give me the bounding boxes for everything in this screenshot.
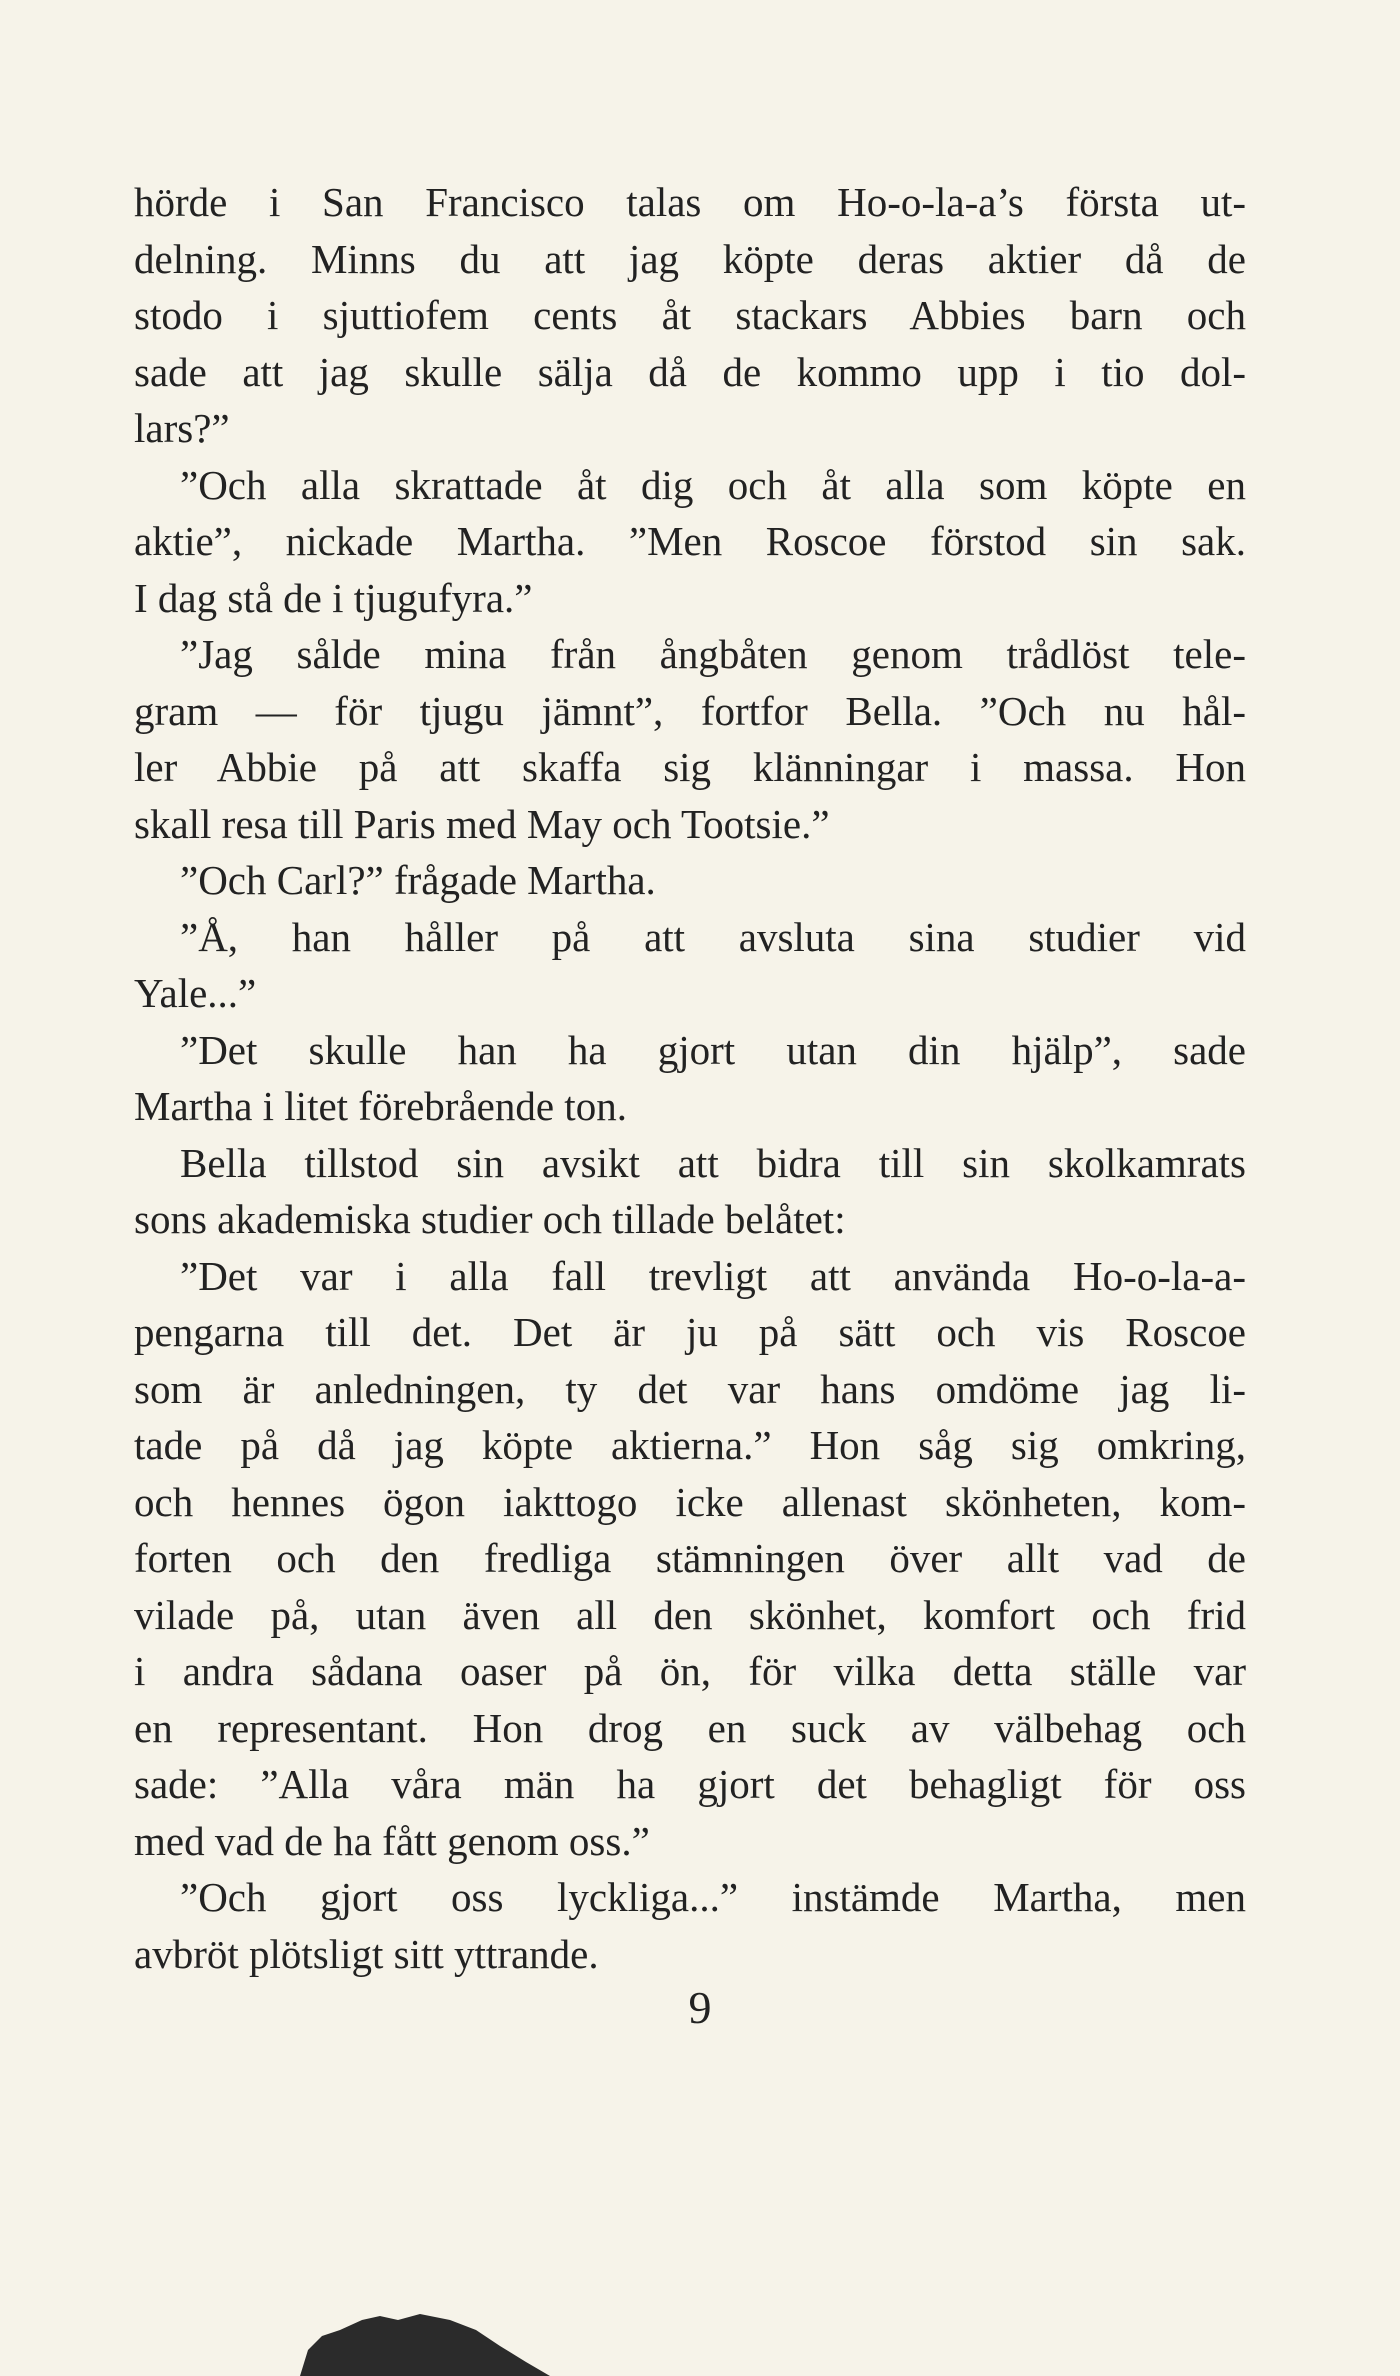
text-line: I dag stå de i tjugufyra.” — [134, 574, 533, 621]
text-line: pengarna till det. Det är ju på sätt och vis Roscoe — [134, 1309, 1246, 1355]
text-line: ler Abbie på att skaffa sig klänningar i massa. Hon — [134, 744, 1246, 790]
text-line: Bella tillstod sin avsikt att bidra till sin skolkamrats — [180, 1139, 1246, 1186]
text-line: gram — för tjugu jämnt”, fortfor Bella. ”Och nu hål- — [134, 687, 1246, 734]
text-line: ”Det var i alla fall trevligt att använda Ho-o-la-a- — [180, 1252, 1246, 1299]
text-line: sade att jag skulle sälja då de kommo upp i tio dol- — [134, 348, 1246, 395]
body-text — [134, 174, 1246, 1982]
text-line: som är anledningen, ty det var hans omdöme jag li- — [134, 1365, 1246, 1412]
text-line: tade på då jag köpte aktierna.” Hon såg sig omkring, — [134, 1422, 1246, 1468]
text-line: ”Och alla skrattade åt dig och åt alla som köpte en — [180, 461, 1246, 508]
scan-smudge — [300, 2290, 550, 2376]
text-line: Martha i litet förebrående ton. — [134, 1083, 627, 1129]
text-line: stodo i sjuttiofem cents åt stackars Abbies barn och — [134, 292, 1246, 338]
text-line: en representant. Hon drog en suck av välbehag och — [134, 1704, 1246, 1751]
text-line: forten och den fredliga stämningen över allt vad de — [134, 1535, 1246, 1581]
text-line: och hennes ögon iakttogo icke allenast skönheten, kom- — [134, 1478, 1246, 1525]
text-line: ”Det skulle han ha gjort utan din hjälp”, sade — [180, 1026, 1246, 1073]
text-line: vilade på, utan även all den skönhet, komfort och frid — [134, 1591, 1246, 1638]
text-line: ”Jag sålde mina från ångbåten genom trådlöst tele- — [180, 631, 1246, 677]
text-line: aktie”, nickade Martha. ”Men Roscoe förstod sin sak. — [134, 518, 1246, 564]
text-line: sade: ”Alla våra män ha gjort det behagligt för oss — [134, 1761, 1246, 1807]
text-line: lars?” — [134, 405, 230, 451]
text-line: ”Och gjort oss lyckliga...” instämde Martha, men — [180, 1874, 1246, 1920]
text-line: avbröt plötsligt sitt yttrande. — [134, 1930, 599, 1977]
text-line: sons akademiska studier och tillade belåtet: — [134, 1196, 846, 1242]
text-line: med vad de ha fått genom oss.” — [134, 1817, 650, 1864]
text-line: Yale...” — [134, 970, 257, 1016]
text-line: skall resa till Paris med May och Tootsie.” — [134, 800, 830, 847]
text-line: hörde i San Francisco talas om Ho-o-la-a’s första ut- — [134, 179, 1246, 225]
text-line: ”Å, han håller på att avsluta sina studier vid — [180, 913, 1246, 960]
page-number: 9 — [688, 1982, 712, 2033]
text-line: delning. Minns du att jag köpte deras aktier då de — [134, 235, 1246, 282]
text-line: i andra sådana oaser på ön, för vilka detta ställe var — [134, 1648, 1246, 1694]
text-line: ”Och Carl?” frågade Martha. — [180, 857, 656, 903]
